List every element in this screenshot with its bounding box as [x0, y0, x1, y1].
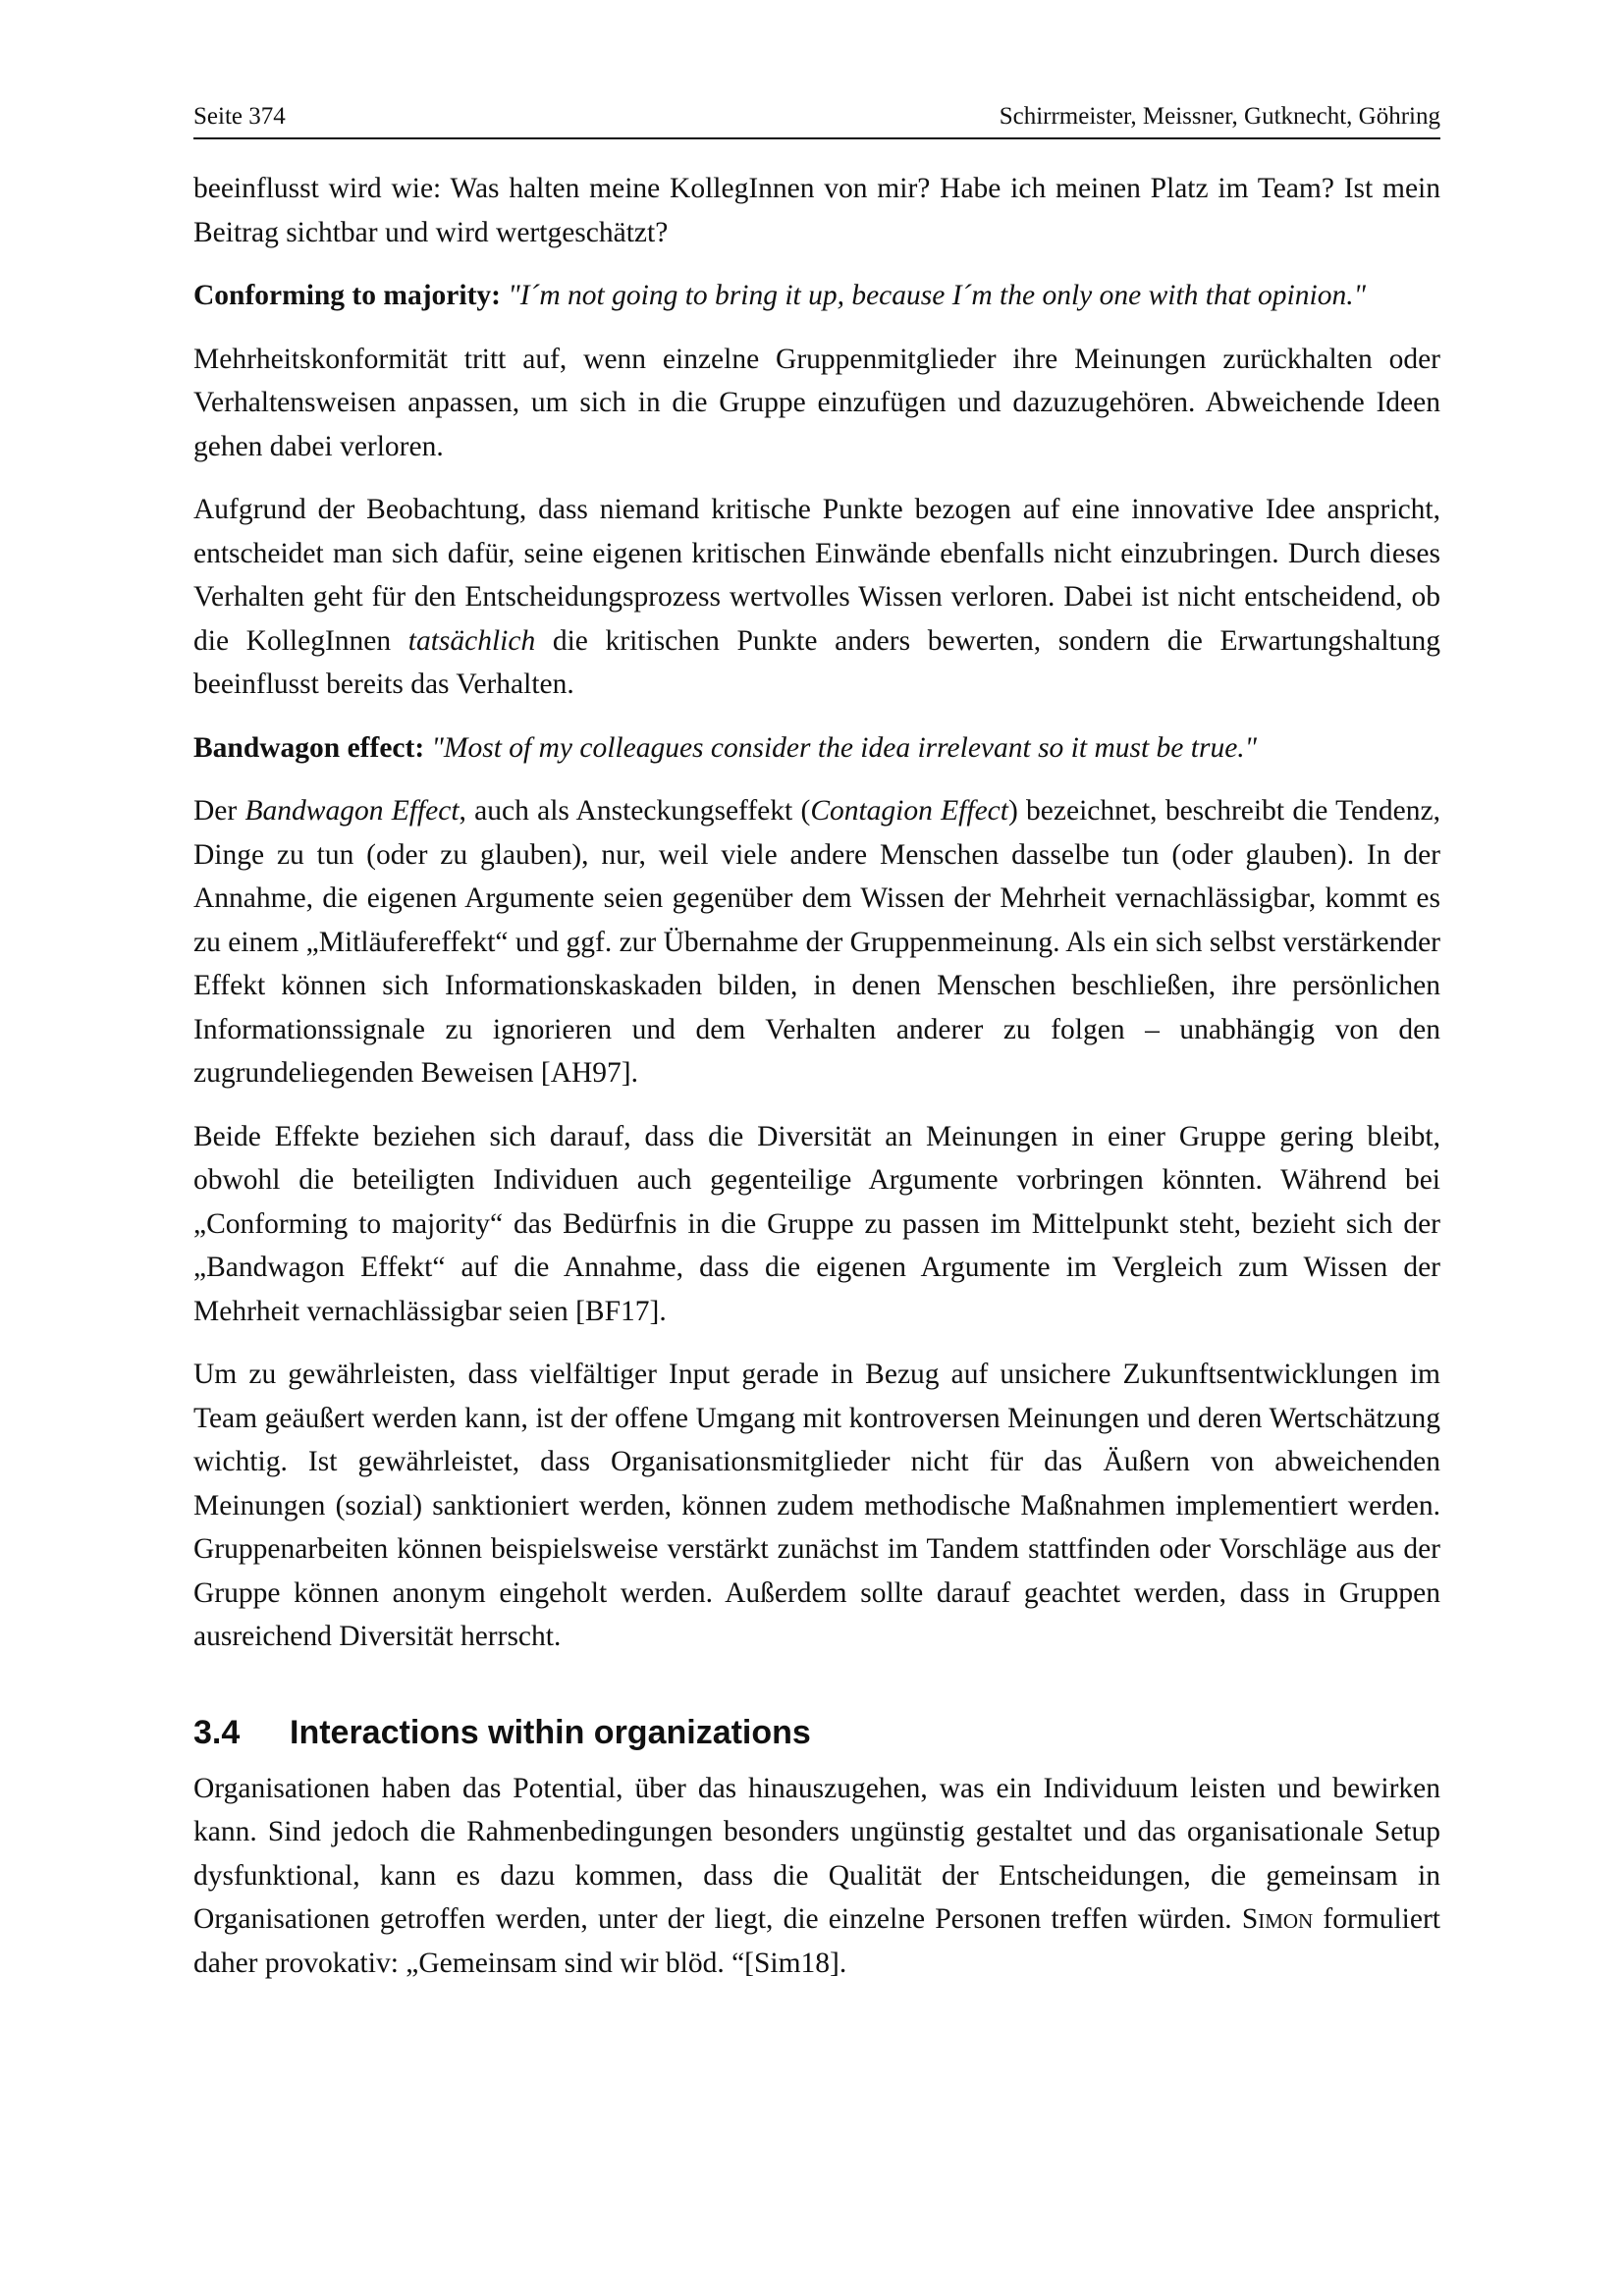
paragraph: beeinflusst wird wie: Was halten meine KollegInnen von mir? Habe ich meinen Platz im Team? Ist mein Beitrag sichtbar und wird wertgeschätzt? — [193, 173, 1440, 248]
page-label: Seite 374 — [193, 103, 286, 130]
author-list: Schirrmeister, Meissner, Gutknecht, Göhring — [999, 103, 1440, 130]
paragraph — [193, 789, 1440, 1095]
term-quote: "Most of my colleagues consider the idea irrelevant so it must be true." — [431, 731, 1258, 764]
section-number: 3.4 — [193, 1713, 241, 1751]
text-run: Der — [193, 795, 245, 827]
term-label: Conforming to majority: — [193, 280, 501, 311]
paper-page — [193, 102, 1440, 2004]
emphasis: Bandwagon Effect — [244, 795, 460, 827]
paragraph-conforming-heading — [193, 274, 1440, 318]
paragraph: Mehrheitskonformität tritt auf, wenn einzelne Gruppenmitglieder ihre Meinungen zurückhalten oder Verhaltensweisen anpassen, um sich in die Gruppe einzufügen und dazuzugehören. Abweichende Ideen gehen dabei verloren. — [193, 343, 1440, 462]
text-run: formuliert daher provokativ: „Gemeinsam sind wir blöd. “[Sim18]. — [193, 1903, 1440, 1979]
term-quote: "I´m not going to bring it up, because I´m the only one with that opinion." — [508, 280, 1366, 311]
paragraph — [193, 488, 1440, 707]
section-title: Interactions within organizations — [290, 1713, 811, 1751]
text-run: , auch als Ansteckungseffekt ( — [459, 795, 811, 827]
text-run: ) bezeichnet, beschreibt die Tendenz, Dinge zu tun (oder zu glauben), nur, weil viele andere Menschen dasselbe tun (oder glauben). In der Annahme, die eigenen Argumente seien gegenüber dem Wissen der Mehrheit vernachlässigbar, kommt es zu einem „Mitläufereffekt“ und ggf. zur Übernahme der Gruppenmeinung. Als ein sich selbst verstärkender Effekt können sich Informationskaskaden bilden, in denen Menschen beschließen, ihre persönlichen Informationssignale zu ignorieren und dem Verhalten anderer zu folgen – unabhängig von den zugrundeliegenden Beweisen [AH97]. — [193, 795, 1440, 1089]
text-run: Aufgrund der Beobachtung, dass niemand kritische Punkte bezogen auf eine innovative Idee anspricht, entscheidet man sich dafür, seine eigenen kritischen Einwände ebenfalls nicht einzubringen. Durch dieses Verhalten geht für den Entscheidungsprozess wertvolles Wissen verloren. Dabei ist nicht entscheidend, ob die KollegInnen — [193, 494, 1440, 657]
running-head — [193, 102, 1440, 139]
author-name: Simon — [1241, 1903, 1314, 1935]
paragraph-bandwagon-heading — [193, 726, 1440, 771]
paragraph — [193, 1767, 1440, 1986]
text-run: Organisationen haben das Potential, über das hinauszugehen, was ein Individuum leisten und bewirken kann. Sind jedoch die Rahmenbedingungen besonders ungünstig gestaltet und das organisationale Setup dysfunktional, kann es dazu kommen, dass die Qualität der Entscheidungen, die gemeinsam in Organisationen getroffen werden, unter der liegt, die einzelne Personen treffen würden. — [193, 1772, 1440, 1935]
paragraph: Beide Effekte beziehen sich darauf, dass die Diversität an Meinungen in einer Gruppe gering bleibt, obwohl die beteiligten Individuen auch gegenteilige Argumente vorbringen könnten. Während bei „Conforming to majority“ das Bedürfnis in die Gruppe zu passen im Mittelpunkt steht, bezieht sich der „Bandwagon Effekt“ auf die Annahme, dass die eigenen Argumente im Vergleich zum Wissen der Mehrheit vernachlässigbar seien [BF17]. — [193, 1120, 1440, 1327]
paragraph: Um zu gewährleisten, dass vielfältiger Input gerade in Bezug auf unsichere Zukunftsentwicklungen im Team geäußert werden kann, ist der offene Umgang mit kontroversen Meinungen und deren Wertschätzung wichtig. Ist gewährleistet, dass Organisationsmitglieder nicht für das Äußern von abweichenden Meinungen (sozial) sanktioniert werden, können zudem methodische Maßnahmen implementiert werden. Gruppenarbeiten können beispielsweise verstärkt zunächst im Tandem stattfinden oder Vorschläge aus der Gruppe können anonym eingeholt werden. Außerdem sollte darauf geachtet werden, dass in Gruppen ausreichend Diversität herrscht. — [193, 1359, 1440, 1652]
section-heading — [193, 1712, 1440, 1753]
emphasis: Contagion Effect — [810, 795, 1008, 827]
emphasis: tatsächlich — [407, 624, 536, 657]
body-text — [193, 167, 1440, 1985]
text-run: die kritischen Punkte anders bewerten, sondern die Erwartungshaltung beeinflusst bereits das Verhalten. — [193, 624, 1440, 700]
term-label: Bandwagon effect: — [193, 731, 425, 764]
